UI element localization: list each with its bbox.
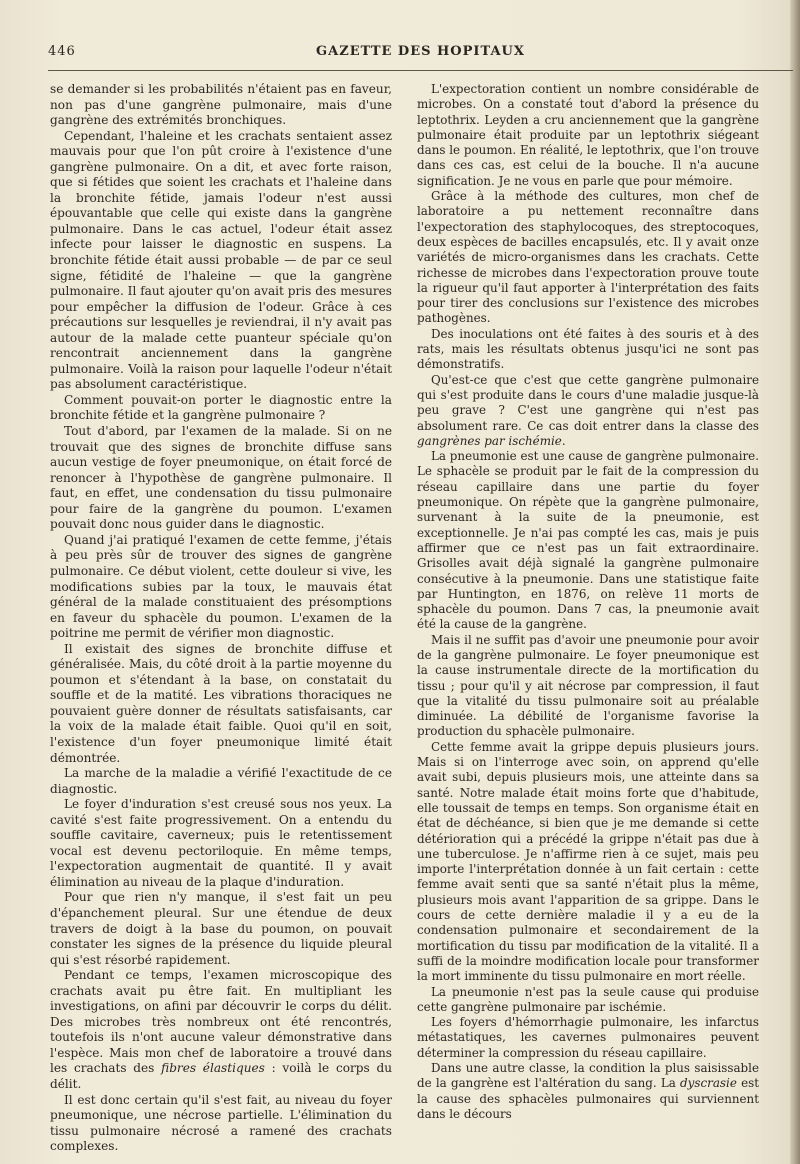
paragraph-text: Pendant ce temps, l'examen microscopique des crachats avait pu être fait. En multipliant les investigations, on afini par découvrir le corps du délit. Des microbes très nombreux ont été rencontrés, toutefois ils n'ont aucune valeur démonstrative dans l'espèce. Mais mon chef de laboratoire a trouvé dans les crachats des [50,968,392,1076]
running-title: GAZETTE DES HOPITAUX [316,44,525,59]
paragraph: La pneumonie est une cause de gangrène pulmonaire. Le sphacèle se produit par le fait de la compression du réseau capillaire dans une partie du foyer pneumonique. On répète que la gangrène pulmonaire, survenant à la suite de la pneumonie, est exceptionnelle. Je n'ai pas compté les cas, mais je puis affirmer que ce n'est pas un fait extraordinaire. Grisolles avait déjà signalé la gangrène pulmonaire consécutive à la pneumonie. Dans une statistique faite par Huntington, en 1876, on relève 11 morts de sphacèle du poumon. Dans 7 cas, la pneumonie avait été la cause de la gangrène. [417,449,759,632]
paragraph: La pneumonie n'est pas la seule cause qui produise cette gangrène pulmonaire par ischémie. [417,984,759,1014]
paragraph: Cependant, l'haleine et les crachats sentaient assez mauvais pour que l'on pût croire à l'existence d'une gangrène pulmonaire. On a dit, et avec forte raison, que si fétides que soient les crachats et l'haleine dans la bronchite fétide, jamais l'odeur n'est aussi épouvantable que celle qui existe dans la gangrène pulmonaire. Dans le cas actuel, l'odeur était assez infecte pour laisser le diagnostic en suspens. La bronchite fétide était aussi probable — de par ce seul signe, fétidité de l'haleine — que la gangrène pulmonaire. Il faut ajouter qu'on avait pris des mesures pour empêcher la diffusion de l'odeur. Grâce à ces précautions sur lesquelles je reviendrai, il n'y avait pas autour de la malade cette puanteur spéciale qu'on rencontrait anciennement dans la gangrène pulmonaire. Voilà la raison pour laquelle l'odeur n'était pas absolument caractéristique. [50,128,392,392]
paragraph: Tout d'abord, par l'examen de la malade. Si on ne trouvait que des signes de bronchite diffuse sans aucun vestige de foyer pneumonique, on était forcé de renoncer à l'hypothèse de gangrène pulmonaire. Il faut, en effet, une condensation du tissu pulmonaire pour faire de la gangrène du poumon. L'examen pouvait donc nous guider dans le diagnostic. [50,424,392,532]
page-header [48,44,793,66]
paragraph: Il est donc certain qu'il s'est fait, au niveau du foyer pneumonique, une nécrose partielle. L'élimination du tissu pulmonaire nécrosé a ramené des crachats complexes. [50,1092,392,1154]
paragraph-text: est la cause des sphacèles pulmonaires qui surviennent dans le décours [417,1076,759,1121]
paragraph: se demander si les probabilités n'étaient pas en faveur, non pas d'une gangrène pulmonaire, mais d'une gangrène des extrémités bronchiques. [50,82,392,128]
paragraph: Il existait des signes de bronchite diffuse et généralisée. Mais, du côté droit à la partie moyenne du poumon et s'étendant à la base, on constatait du souffle et de la matité. Les vibrations thoraciques ne pouvaient guère donner de résultats satisfaisants, car la voix de la malade était faible. Quoi qu'il en soit, l'existence d'un foyer pneumonique limité était démontrée. [50,641,392,765]
paragraph: Quand j'ai pratiqué l'examen de cette femme, j'étais à peu près sûr de trouver des signes de gangrène pulmonaire. Ce début violent, cette douleur si vive, les modifications subies par la toux, le mauvais état général de la malade constituaient des présomptions en faveur du sphacèle du poumon. L'examen de la poitrine me permit de vérifier mon diagnostic. [50,532,392,641]
paragraph: Mais il ne suffit pas d'avoir une pneumonie pour avoir de la gangrène pulmonaire. Le foyer pneumonique est la cause instrumentale directe de la mortification du tissu ; pour qu'il y ait nécrose par compression, il faut que la vitalité du tissu pulmonaire soit au préalable diminuée. La débilité de l'organisme favorise la production du sphacèle pulmonaire. [417,632,759,739]
paragraph [417,373,759,449]
paragraph-text: : voilà le corps du délit. [50,1061,392,1091]
book-spine [790,0,800,1164]
paragraph-text: . [561,433,566,448]
paragraph: Des inoculations ont été faites à des souris et à des rats, mais les résultats obtenus jusqu'ici ne sont pas démonstratifs. [417,326,759,372]
paragraph [417,1061,759,1122]
header-rule [48,70,793,71]
paragraph-text: Dans une autre classe, la condition la plus saisissable de la gangrène est l'altération du sang. La [417,1061,759,1091]
paragraph-text: Qu'est-ce que c'est que cette gangrène pulmonaire qui s'est produite dans le cours d'une maladie jusque-là peu grave ? C'est une gangrène qui n'est pas absolument rare. Ce cas doit entrer dans la classe des [417,372,759,433]
italic-term: gangrènes par ischémie [417,433,562,448]
paragraph: Grâce à la méthode des cultures, mon chef de laboratoire a pu nettement reconnaître dans l'expectoration des staphylocoques, des streptocoques, deux espèces de bacilles encapsulés, etc. Il y avait onze variétés de micro-organismes dans les crachats. Cette richesse de microbes dans l'expectoration prouve toute la rigueur qu'il faut apporter à l'interprétation des faits pour tirer des conclusions sur l'existence des microbes pathogènes. [417,189,759,326]
paragraph: Les foyers d'hémorrhagie pulmonaire, les infarctus métastatiques, les cavernes pulmonaires peuvent déterminer la compression du réseau capillaire. [417,1015,759,1060]
left-column [50,82,392,1155]
paragraph: Comment pouvait-on porter le diagnostic entre la bronchite fétide et la gangrène pulmonaire ? [50,392,392,423]
right-column [417,82,759,1122]
paragraph: La marche de la maladie a vérifié l'exactitude de ce diagnostic. [50,766,392,796]
paragraph: Le foyer d'induration s'est creusé sous nos yeux. La cavité s'est faite progressivement. On a entendu du souffle cavitaire, caverneux; puis le retentissement vocal est devenu pectoriloquie. En même temps, l'expectoration augmentait de quantité. Il y avait élimination au niveau de la plaque d'induration. [50,797,392,889]
page-number: 446 [48,44,76,59]
italic-term: fibres élastiques [161,1061,265,1076]
paragraph: Pour que rien n'y manque, il s'est fait un peu d'épanchement pleural. Sur une étendue de deux travers de doigt à la base du poumon, on pouvait constater les signes de la présence du liquide pleural qui s'est résorbé rapidement. [50,890,392,967]
paragraph [50,968,392,1092]
italic-term: dyscrasie [680,1076,737,1091]
paragraph: Cette femme avait la grippe depuis plusieurs jours. Mais si on l'interroge avec soin, on apprend qu'elle avait subi, depuis plusieurs mois, une atteinte dans sa santé. Notre malade était moins forte que d'habitude, elle toussait de temps en temps. Son organisme était en état de déchéance, si bien que je me demande si cette détérioration qui a précédé la grippe n'était pas due à une tuberculose. Je n'affirme rien à ce sujet, mais peu importe l'interprétation donnée à un fait certain : cette femme avait senti que sa santé n'était plus la même, plusieurs mois avant l'apparition de sa grippe. Dans le cours de cette dernière maladie il y a eu de la condensation pulmonaire et secondairement de la mortification du tissu par modification de la vitalité. Il a suffi de la moindre modification locale pour transformer la mort imminente du tissu pulmonaire en mort réelle. [417,739,759,984]
paragraph: L'expectoration contient un nombre considérable de microbes. On a constaté tout d'abord la présence du leptothrix. Leyden a cru anciennement que la gangrène pulmonaire était produite par un leptothrix siégeant dans le poumon. En réalité, le leptothrix, que l'on trouve dans ces cas, est celui de la bouche. Il n'a aucune signification. Je ne vous en parle que pour mémoire. [417,82,759,188]
